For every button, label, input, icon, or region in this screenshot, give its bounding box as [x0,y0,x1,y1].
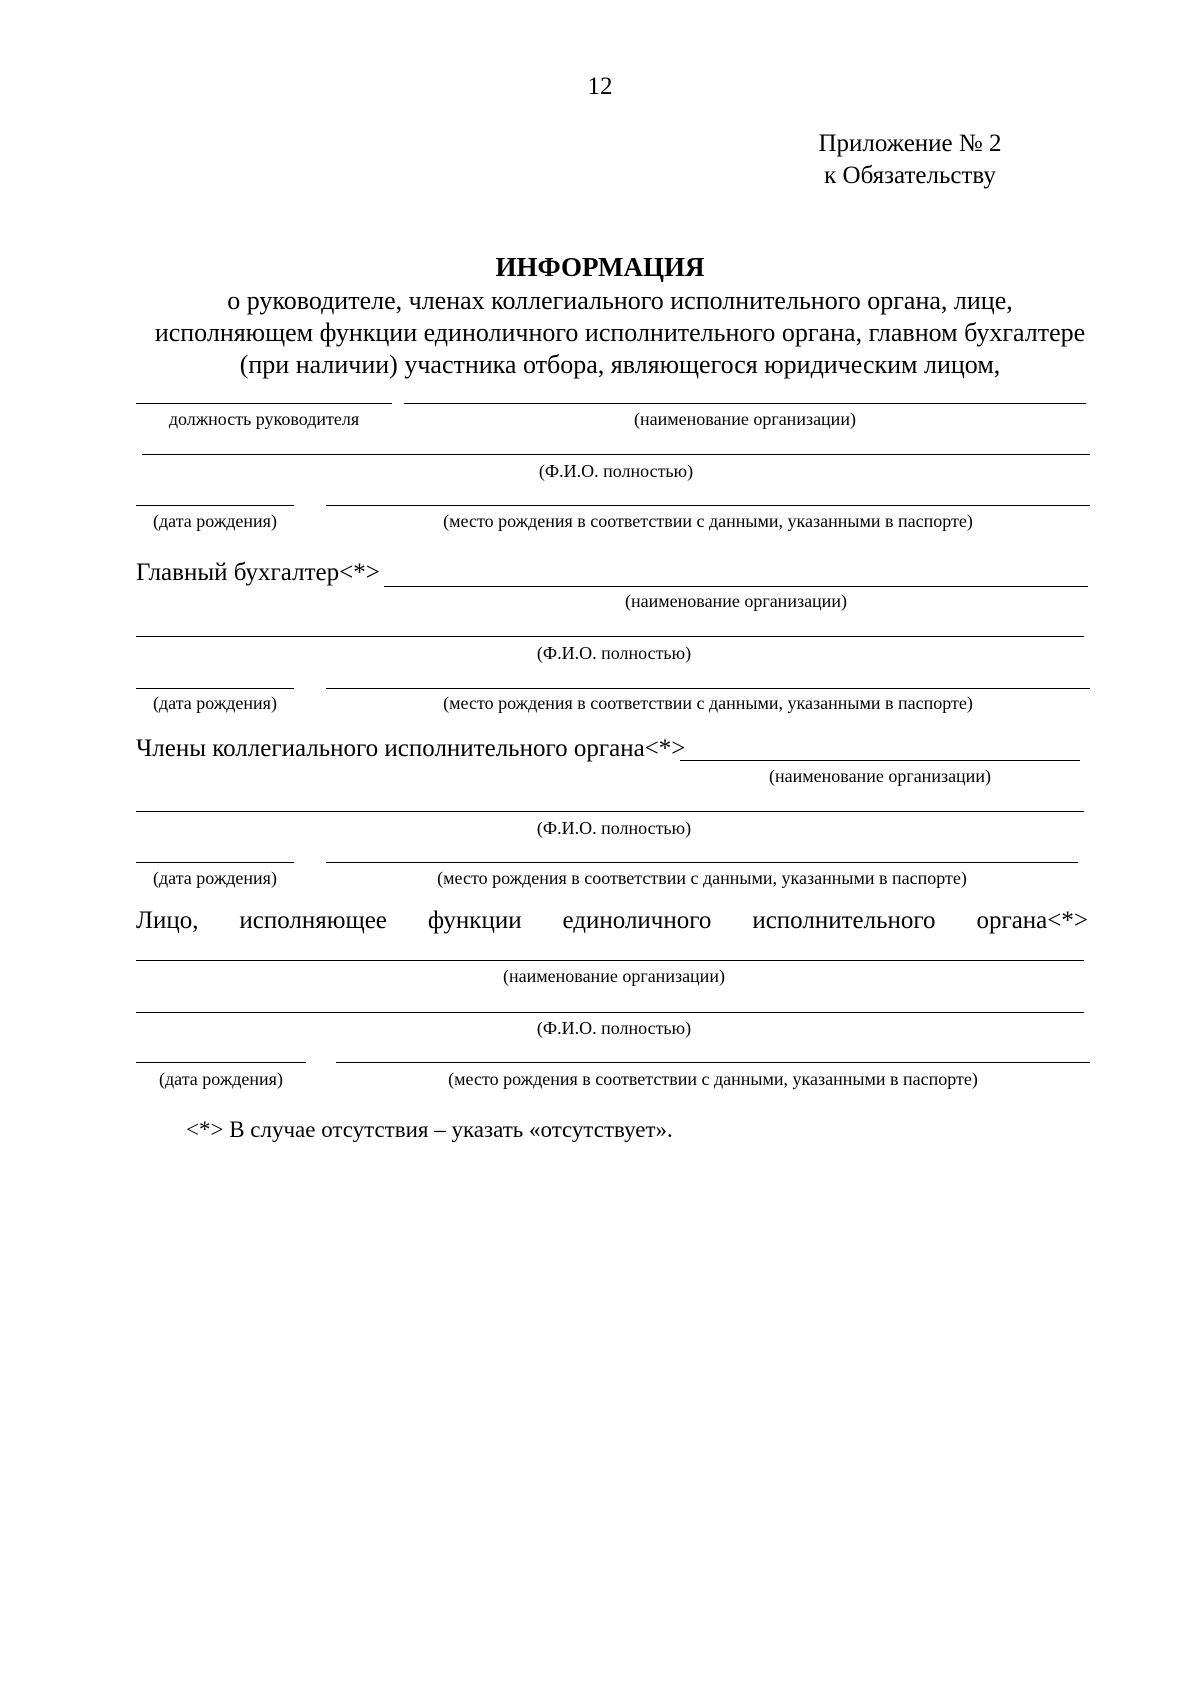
head-birth-place-field[interactable] [326,505,1090,506]
sole-executive-full-name-field[interactable] [136,1012,1084,1013]
sole-executive-birth-place-field[interactable] [336,1062,1090,1063]
chief-accountant-org-name-caption: (наименование организации) [625,591,847,611]
chief-accountant-birth-date-caption: (дата рождения) [153,693,277,713]
board-members-org-name-field[interactable] [680,760,1080,761]
sole-executive-birth-place-caption: (место рождения в соответствии с данными, указанными в паспорте) [448,1069,978,1089]
document-title: ИНФОРМАЦИЯ [495,252,705,282]
head-position-field[interactable] [136,403,392,404]
sole-executive-org-name-caption: (наименование организации) [503,966,725,986]
sole-executive-word: органа<*> [976,907,1088,934]
page-number: 12 [587,73,613,100]
board-members-birth-date-caption: (дата рождения) [153,868,277,888]
subtitle-line-2: исполняющем функции единоличного исполнительного органа, главном бухгалтере [154,318,1086,347]
board-members-birth-place-caption: (место рождения в соответствии с данными, указанными в паспорте) [437,868,967,888]
subtitle-line-1: о руководителе, членах коллегиального исполнительного органа, лице, [227,286,1013,315]
head-full-name-field[interactable] [142,454,1090,455]
head-full-name-caption: (Ф.И.О. полностью) [538,461,694,481]
board-members-birth-date-field[interactable] [136,862,294,863]
subtitle-line-3: (при наличии) участника отбора, являющегося юридическим лицом, [239,350,1001,379]
sole-executive-word: Лицо, [136,907,199,934]
board-members-label: Члены коллегиального исполнительного органа<*> [136,735,686,762]
board-members-full-name-field[interactable] [136,811,1084,812]
sole-executive-word: исполнительного [752,907,936,934]
sole-executive-full-name-caption: (Ф.И.О. полностью) [536,1018,692,1038]
chief-accountant-birth-date-field[interactable] [136,688,294,689]
sole-executive-birth-date-caption: (дата рождения) [159,1069,283,1089]
board-members-birth-place-field[interactable] [326,862,1078,863]
chief-accountant-full-name-caption: (Ф.И.О. полностью) [536,643,692,663]
head-org-name-field[interactable] [404,403,1086,404]
board-members-full-name-caption: (Ф.И.О. полностью) [536,818,692,838]
head-position-caption: должность руководителя [168,409,360,429]
chief-accountant-org-name-field[interactable] [384,586,1088,587]
sole-executive-word: функции [427,907,522,934]
footnote: <*> В случае отсутствия – указать «отсутствует». [186,1117,673,1142]
head-birth-date-caption: (дата рождения) [153,511,277,531]
appendix-line-2: к Обязательству [824,162,996,189]
head-birth-place-caption: (место рождения в соответствии с данными, указанными в паспорте) [443,511,973,531]
sole-executive-word: исполняющее [239,907,387,934]
sole-executive-word: единоличного [562,907,712,934]
chief-accountant-full-name-field[interactable] [136,636,1084,637]
sole-executive-org-name-field[interactable] [136,960,1084,961]
head-org-name-caption: (наименование организации) [634,409,856,429]
sole-executive-label [136,906,1088,936]
chief-accountant-birth-place-field[interactable] [326,688,1090,689]
board-members-org-name-caption: (наименование организации) [769,766,991,786]
head-birth-date-field[interactable] [136,505,294,506]
chief-accountant-label: Главный бухгалтер<*> [136,559,380,586]
sole-executive-birth-date-field[interactable] [136,1062,306,1063]
chief-accountant-birth-place-caption: (место рождения в соответствии с данными, указанными в паспорте) [443,693,973,713]
appendix-line-1: Приложение № 2 [818,130,1002,157]
